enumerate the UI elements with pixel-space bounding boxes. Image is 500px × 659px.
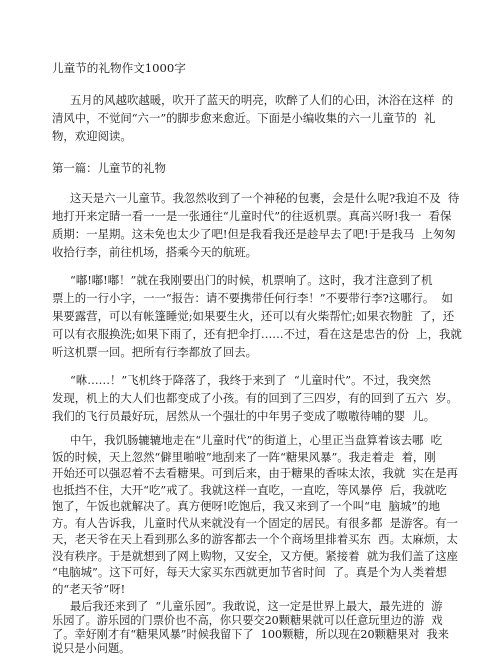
paragraph-line: 方。有人告诉我，儿童时代从来就没有一个固定的居民。有很多都 是游客。有一 bbox=[52, 515, 458, 530]
paragraph-line: “嘟!嘟!嘟！”就在我刚要出门的时候，机票响了。这时，我才注意到了机 bbox=[70, 273, 433, 287]
paragraph-line: 了。幸好刚才有“糖果风暴”时候我留下了 100颗糖，所以现在20颗糖果对 我来 bbox=[52, 628, 449, 641]
paragraph-line: 听这机票一回。把所有行李都放了回去。 bbox=[52, 345, 258, 359]
paragraph-line: 这天是六一儿童节。我忽然收到了一个神秘的包裹，会是什么呢?我迫不及 待 bbox=[70, 191, 460, 205]
paragraph-line: “咻……！”飞机终于降落了，我终于来到了 “儿童时代”。不过，我突然 bbox=[70, 373, 431, 387]
paragraph-line: 地打开来定睛一看一一是一张通往“儿童时代”的往返机票。真高兴呀!我一 看保 bbox=[52, 209, 452, 223]
intro-line: 清风中，不觉间“六一”的脚步愈来愈近。下面是小编收集的六一儿童节的 礼 bbox=[52, 111, 436, 125]
paragraph-line: 饭的时候，天上忽然“僻里啪啦”地刮来了一阵“糖果风暴”。我走着走 着，刚 bbox=[52, 449, 436, 464]
paragraph-line: 中午，我饥肠辘辘地走在“儿童时代”的街道上，心里正当盘算着该去哪 吃 bbox=[70, 433, 442, 447]
paragraph-line: 的“老天爷”呀! bbox=[52, 581, 126, 596]
paragraph-line: 说只是小问题。 bbox=[52, 642, 131, 655]
paragraph-line: 发现，机上的大人们也都变成了小孩。有的回到了三四岁，有的回到了五六 岁。 bbox=[52, 391, 458, 405]
document-title: 儿童节的礼物作文1000字 bbox=[52, 61, 186, 75]
paragraph-line: “电脑城”。这下可好，每天大家买东西就更加节省时间 了。真是个为人类着想 bbox=[52, 565, 447, 579]
paragraph-line: 没有秩序。于是就想到了网上购物，又安全，又方便。紧接着 就为我们盖了这座 bbox=[52, 548, 458, 563]
paragraph-line: 收拾行李，前往机场，搭乘今天的航班。 bbox=[52, 245, 258, 259]
paragraph-line: 我们的飞行员最好玩，居然从一个强壮的中年男子变成了嗷嗷待哺的婴 儿。 bbox=[52, 409, 436, 423]
paragraph-line: 乐园了。游乐园的门票价也不高，你只要交20颗糖果就可以任意玩里边的游 戏 bbox=[52, 614, 443, 627]
paragraph-line: 票上的一行小字，一一“报告：请不要携带任何行李！”不要带行李?这哪行。 如 bbox=[52, 291, 453, 305]
paragraph-line: 可以有衣服换洗;如果下雨了，还有把伞打……不过，看在这是忠告的份 上，我就 bbox=[52, 327, 462, 341]
paragraph-line: 也抵挡不住，大开“吃”戒了。我就这样一直吃，一直吃，等风暴停 后，我就吃 bbox=[52, 482, 447, 497]
paragraph-line: 天，老天爷在天上看到那么多的游客都去一个个商场里排着买东 西。太麻烦，太 bbox=[52, 532, 458, 546]
paragraph-line: 饱了，午饭也就解决了。真方便呀!吃饱后，我又来到了一个叫“电 脑城”的地 bbox=[52, 499, 440, 513]
intro-line: 五月的风越吹越暖，吹开了蓝天的明亮，吹醉了人们的心田，沐浴在这样 的 bbox=[70, 93, 454, 107]
paragraph-line: 开始还可以强忍着不去看糖果。可到后来，由于糖果的香味太浓，我就 实在是再 bbox=[52, 466, 458, 480]
paragraph-line: 质期：一星期。这未免也太少了吧!但是我看我还是趁早去了吧!于是我马 上匆匆 bbox=[52, 227, 456, 241]
paragraph-line: 果要露营，可以有帐篷睡觉;如果要生火，还可以有火柴帮忙;如果衣物脏 了，还 bbox=[52, 309, 455, 323]
paragraph-line: 最后我还来到了 “儿童乐园”。我敢说，这一定是世界上最大，最先进的 游 bbox=[70, 600, 443, 613]
intro-line: 物，欢迎阅读。 bbox=[52, 129, 132, 143]
section-heading: 第一篇：儿童节的礼物 bbox=[52, 161, 166, 175]
